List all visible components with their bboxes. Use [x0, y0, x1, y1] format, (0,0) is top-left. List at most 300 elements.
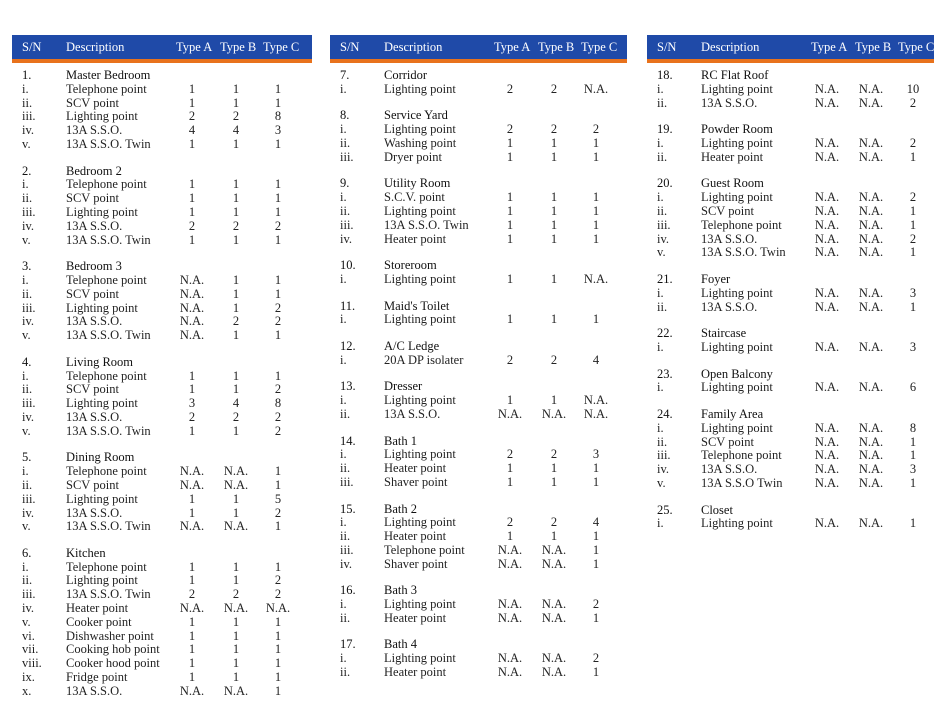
item-description: Lighting point: [384, 312, 456, 327]
item-description: Telephone point: [384, 542, 465, 557]
item-description: Shaver point: [384, 474, 448, 489]
item-description: Lighting point: [701, 285, 773, 300]
room-name: Family Area: [701, 406, 764, 421]
table-row: iv. 13A S.S.O. N.A. N.A. 3: [657, 462, 917, 477]
room-number: 7.: [340, 68, 350, 82]
table-row: iii. Telephone point N.A. N.A. 1: [657, 217, 917, 232]
table-row: iii. 13A S.S.O. Twin 1 1 1: [340, 217, 600, 232]
item-index: v.: [22, 328, 31, 343]
room-name: Dining Room: [66, 450, 135, 465]
room-name: Storeroom: [384, 258, 437, 273]
table-row: v. Cooker point 1 1 1: [22, 614, 282, 629]
room-title-row: [647, 327, 934, 341]
item-description: Washing point: [384, 135, 457, 150]
room-name: Kitchen: [66, 545, 106, 560]
room-section: [647, 123, 934, 164]
room-section: [12, 547, 312, 699]
table-row: iv. 13A S.S.O. N.A. 2 2: [22, 314, 282, 329]
item-description: 13A S.S.O. Twin: [66, 136, 151, 151]
item-description: Lighting point: [384, 271, 456, 286]
room-title-row: [330, 340, 627, 354]
table-row: i. Lighting point N.A. N.A. 2: [657, 135, 917, 150]
item-description: 13A S.S.O.: [66, 314, 123, 329]
table-row: iv. Heater point N.A. N.A. N.A.: [22, 601, 291, 616]
item-description: Telephone point: [66, 272, 147, 287]
room-name: Corridor: [384, 68, 428, 82]
item-index: iv.: [22, 505, 35, 520]
header-description: Description: [384, 40, 443, 54]
item-index: ii.: [340, 461, 351, 476]
item-description: 13A S.S.O. Twin: [66, 328, 151, 343]
item-index: i.: [22, 464, 29, 479]
room-name: Master Bedroom: [66, 68, 151, 82]
room-number: 10.: [340, 258, 356, 273]
table-row: i. Lighting point N.A. N.A. 3: [657, 285, 917, 300]
item-index: iii.: [340, 149, 354, 164]
item-description: 13A S.S.O. Twin: [66, 519, 151, 534]
table-row: i. Lighting point N.A. N.A. 10: [657, 81, 920, 96]
table-row: i. 20A DP isolater 2 2 4: [340, 352, 600, 367]
item-description: Heater point: [384, 461, 447, 476]
header-type-b: Type B: [538, 40, 575, 54]
item-index: iv.: [22, 601, 35, 616]
item-description: Lighting point: [701, 516, 773, 531]
room-number: 22.: [657, 326, 673, 341]
table-row: iii. Telephone point N.A. N.A. 1: [657, 448, 917, 463]
item-index: ii.: [22, 286, 33, 301]
table-row: i. Lighting point 1 1 1: [340, 312, 600, 327]
item-description: 13A S.S.O.: [66, 123, 123, 138]
item-description: Lighting point: [701, 81, 773, 96]
table-header: [647, 35, 934, 63]
item-description: 13A S.S.O. Twin: [66, 587, 151, 602]
table-row: i. Lighting point N.A. N.A. 8: [657, 420, 917, 435]
item-description: 13A S.S.O.: [66, 409, 123, 424]
header-type-b: Type B: [855, 40, 892, 54]
table-row: ix. Fridge point 1 1 1: [22, 670, 282, 685]
item-description: SCV point: [66, 95, 119, 110]
item-description: Lighting point: [66, 300, 138, 315]
item-description: 13A S.S.O. Twin: [66, 423, 151, 438]
table-row: v. 13A S.S.O. Twin 1 1 2: [22, 423, 282, 438]
item-index: ii.: [22, 382, 33, 397]
room-title-row: [12, 260, 312, 274]
item-index: i.: [657, 339, 664, 354]
room-number: 23.: [657, 366, 673, 381]
item-index: x.: [22, 683, 32, 698]
item-index: iii.: [22, 396, 36, 411]
room-title-row: [647, 504, 934, 518]
item-description: Lighting point: [701, 380, 773, 395]
item-index: ii.: [657, 203, 668, 218]
room-name: Dresser: [384, 379, 423, 394]
item-description: 13A S.S.O.: [701, 231, 758, 246]
header-sn: S/N: [657, 40, 677, 54]
item-index: iii.: [340, 542, 354, 557]
table-row: iii. 13A S.S.O. Twin 2 2 2: [22, 587, 282, 602]
room-section: [330, 69, 627, 97]
item-index: i.: [340, 271, 347, 286]
room-number: 25.: [657, 502, 673, 517]
room-title-row: [647, 177, 934, 191]
item-description: Cooker point: [66, 614, 132, 629]
table-row: iii. Shaver point 1 1 1: [340, 474, 600, 489]
room-section: [330, 177, 627, 246]
room-number: 5.: [22, 450, 32, 465]
item-description: Telephone point: [701, 448, 782, 463]
item-index: v.: [657, 245, 666, 260]
item-index: i.: [340, 447, 347, 462]
room-number: 14.: [340, 433, 356, 448]
room-section: [12, 165, 312, 248]
room-section: [330, 380, 627, 421]
table-row: i. Lighting point N.A. N.A. 2: [340, 597, 600, 612]
table-row: i. Lighting point N.A. N.A. 3: [657, 339, 917, 354]
item-description: Lighting point: [384, 651, 456, 666]
table-row: v. 13A S.S.O. Twin N.A. N.A. 1: [657, 245, 917, 260]
table-row: iii. Lighting point N.A. 1 2: [22, 300, 282, 315]
table-row: ii. Heater point N.A. N.A. 1: [340, 665, 600, 680]
item-index: iv.: [657, 231, 670, 246]
item-index: ix.: [22, 670, 35, 685]
item-description: Fridge point: [66, 670, 128, 685]
table-row: ii. SCV point 1 1 1: [22, 95, 282, 110]
table-row: iv. 13A S.S.O. 2 2 2: [22, 218, 282, 233]
room-number: 12.: [340, 338, 356, 353]
table-row: ii. Lighting point 1 1 2: [22, 573, 282, 588]
item-description: Telephone point: [66, 559, 147, 574]
room-list: [12, 63, 312, 699]
room-name: Powder Room: [701, 122, 773, 137]
item-index: iv.: [22, 123, 35, 138]
room-title-row: [647, 273, 934, 287]
table-row: ii. 13A S.S.O. N.A. N.A. N.A.: [340, 406, 609, 421]
room-number: 9.: [340, 176, 350, 191]
item-index: i.: [657, 285, 664, 300]
table-row: vi. Dishwasher point 1 1 1: [22, 628, 282, 643]
item-index: viii.: [22, 656, 42, 671]
table-row: i. Lighting point 2 2 4: [340, 515, 600, 530]
item-index: ii.: [22, 477, 33, 492]
room-section: [330, 109, 627, 164]
item-description: S.C.V. point: [384, 190, 445, 205]
item-index: iii.: [22, 587, 36, 602]
room-title-row: [330, 503, 627, 517]
table-row: i. Lighting point 1 1 N.A.: [340, 271, 609, 286]
room-section: [330, 435, 627, 490]
table-row: ii. SCV point N.A. N.A. 1: [22, 477, 282, 492]
item-description: Heater point: [384, 529, 447, 544]
room-name: Maid's Toilet: [384, 298, 450, 313]
table-header: [12, 35, 312, 63]
item-index: v.: [22, 232, 31, 247]
item-description: Telephone point: [66, 81, 147, 96]
item-description: Heater point: [701, 149, 764, 164]
item-index: v.: [22, 614, 31, 629]
header-type-a: Type A: [176, 40, 213, 54]
room-number: 4.: [22, 354, 32, 369]
table-row: iv. Shaver point N.A. N.A. 1: [340, 556, 600, 571]
item-index: ii.: [22, 191, 33, 206]
room-section: [647, 327, 934, 355]
room-number: 24.: [657, 406, 673, 421]
item-index: i.: [22, 559, 29, 574]
room-section: [330, 638, 627, 679]
header-type-c: Type C: [263, 40, 300, 54]
item-description: Lighting point: [701, 135, 773, 150]
item-description: Lighting point: [384, 393, 456, 408]
room-section: [12, 69, 312, 152]
item-index: v.: [22, 423, 31, 438]
item-index: vii.: [22, 642, 39, 657]
room-section: [330, 259, 627, 287]
table-row: iv. 13A S.S.O. 4 4 3: [22, 123, 282, 138]
room-title-row: [647, 368, 934, 382]
header-type-a: Type A: [494, 40, 531, 54]
room-section: [647, 368, 934, 396]
item-description: Lighting point: [384, 81, 456, 96]
item-index: ii.: [22, 573, 33, 588]
item-description: Lighting point: [66, 204, 138, 219]
item-index: ii.: [340, 135, 351, 150]
room-section: [330, 300, 627, 328]
table-row: iv. 13A S.S.O. 1 1 2: [22, 505, 282, 520]
item-index: iii.: [22, 204, 36, 219]
room-section: [12, 260, 312, 343]
item-index: i.: [657, 516, 664, 531]
item-index: i.: [340, 190, 347, 205]
item-index: i.: [340, 312, 347, 327]
table-row: i. Lighting point 2 2 N.A.: [340, 81, 609, 96]
room-title-row: [647, 69, 934, 83]
item-description: Heater point: [384, 231, 447, 246]
room-section: [330, 340, 627, 368]
table-row: v. 13A S.S.O. Twin 1 1 1: [22, 136, 282, 151]
table-row: i. Lighting point 2 2 3: [340, 447, 600, 462]
room-number: 11.: [340, 298, 356, 313]
item-index: iv.: [22, 314, 35, 329]
item-index: i.: [22, 368, 29, 383]
item-index: v.: [22, 136, 31, 151]
room-section: [647, 408, 934, 491]
item-index: ii.: [657, 95, 668, 110]
room-name: A/C Ledge: [384, 338, 440, 353]
room-number: 6.: [22, 545, 32, 560]
item-description: Heater point: [384, 665, 447, 680]
header-type-a: Type A: [811, 40, 848, 54]
table-row: i. Telephone point 1 1 1: [22, 368, 282, 383]
table-row: ii. SCV point 1 1 2: [22, 382, 282, 397]
item-description: Lighting point: [384, 447, 456, 462]
header-sn: S/N: [340, 40, 360, 54]
room-section: [647, 177, 934, 260]
table-row: viii. Cooker hood point 1 1 1: [22, 656, 282, 671]
room-title-row: [330, 435, 627, 449]
item-index: i.: [657, 190, 664, 205]
room-title-row: [330, 380, 627, 394]
header-sn: S/N: [22, 40, 42, 54]
item-description: Lighting point: [384, 203, 456, 218]
item-description: SCV point: [701, 434, 754, 449]
item-index: ii.: [340, 665, 351, 680]
table-column-3: [647, 35, 934, 544]
item-index: iii.: [657, 448, 671, 463]
room-list: [647, 63, 934, 531]
table-row: i. Telephone point 1 1 1: [22, 177, 282, 192]
room-section: [647, 69, 934, 110]
table-row: ii. Heater point N.A. N.A. 1: [657, 149, 917, 164]
room-title-row: [330, 177, 627, 191]
room-section: [647, 504, 934, 532]
item-index: ii.: [340, 406, 351, 421]
item-description: SCV point: [66, 191, 119, 206]
item-description: SCV point: [66, 477, 119, 492]
room-number: 17.: [340, 637, 356, 652]
room-title-row: [647, 408, 934, 422]
table-row: ii. Heater point 1 1 1: [340, 529, 600, 544]
table-row: i. Telephone point 1 1 1: [22, 559, 282, 574]
item-index: i.: [22, 272, 29, 287]
room-name: Closet: [701, 502, 733, 517]
table-row: i. Telephone point 1 1 1: [22, 81, 282, 96]
item-description: 13A S.S.O.: [701, 462, 758, 477]
item-index: i.: [657, 380, 664, 395]
table-row: iii. Lighting point 3 4 8: [22, 396, 282, 411]
room-title-row: [12, 547, 312, 561]
table-row: iv. 13A S.S.O. 2 2 2: [22, 409, 282, 424]
item-index: iii.: [657, 217, 671, 232]
table-row: v. 13A S.S.O. Twin N.A. N.A. 1: [22, 519, 282, 534]
room-section: [330, 584, 627, 625]
item-description: Lighting point: [66, 573, 138, 588]
table-row: ii. 13A S.S.O. N.A. N.A. 1: [657, 299, 917, 314]
item-index: vi.: [22, 628, 35, 643]
item-index: ii.: [340, 610, 351, 625]
room-number: 13.: [340, 379, 356, 394]
item-description: 13A S.S.O.: [66, 218, 123, 233]
room-title-row: [12, 356, 312, 370]
item-description: 13A S.S.O.: [66, 505, 123, 520]
item-index: ii.: [657, 149, 668, 164]
table-row: ii. SCV point N.A. N.A. 1: [657, 203, 917, 218]
item-index: iii.: [22, 109, 36, 124]
item-description: Telephone point: [66, 464, 147, 479]
room-name: Bedroom 3: [66, 259, 122, 274]
item-index: i.: [340, 393, 347, 408]
item-index: iv.: [340, 556, 353, 571]
item-index: i.: [657, 135, 664, 150]
table-row: i. Telephone point N.A. N.A. 1: [22, 464, 282, 479]
room-section: [12, 451, 312, 534]
item-index: iv.: [657, 462, 670, 477]
item-index: v.: [657, 475, 666, 490]
table-row: v. 13A S.S.O. Twin N.A. 1 1: [22, 328, 282, 343]
item-index: i.: [657, 420, 664, 435]
header-description: Description: [701, 40, 760, 54]
table-row: ii. Heater point N.A. N.A. 1: [340, 610, 600, 625]
table-row: ii. SCV point 1 1 1: [22, 191, 282, 206]
item-index: iv.: [22, 218, 35, 233]
item-index: ii.: [340, 203, 351, 218]
room-name: Utility Room: [384, 176, 451, 191]
item-description: Cooking hob point: [66, 642, 160, 657]
item-description: Lighting point: [701, 190, 773, 205]
item-index: i.: [340, 651, 347, 666]
item-description: 13A S.S.O.: [66, 683, 123, 698]
item-description: Lighting point: [701, 420, 773, 435]
room-title-row: [12, 451, 312, 465]
room-name: Open Balcony: [701, 366, 773, 381]
room-name: RC Flat Roof: [701, 68, 769, 82]
item-description: Lighting point: [66, 396, 138, 411]
table-row: iv. Heater point 1 1 1: [340, 231, 600, 246]
room-name: Bath 3: [384, 583, 417, 598]
table-row: i. Lighting point N.A. N.A. 6: [657, 380, 917, 395]
table-row: ii. Washing point 1 1 1: [340, 135, 600, 150]
table-row: i. Lighting point N.A. N.A. 2: [340, 651, 600, 666]
room-title-row: [330, 584, 627, 598]
table-row: iii. Lighting point 2 2 8: [22, 109, 282, 124]
table-row: ii. Lighting point 1 1 1: [340, 203, 600, 218]
item-description: Heater point: [66, 601, 129, 616]
table-row: i. S.C.V. point 1 1 1: [340, 190, 600, 205]
room-number: 20.: [657, 176, 673, 191]
table-header: [330, 35, 627, 63]
item-description: 13A S.S.O. Twin: [384, 217, 469, 232]
item-description: SCV point: [66, 382, 119, 397]
room-title-row: [330, 300, 627, 314]
table-row: x. 13A S.S.O. N.A. N.A. 1: [22, 683, 282, 698]
item-description: Telephone point: [66, 177, 147, 192]
room-name: Guest Room: [701, 176, 764, 191]
table-column-1: [12, 35, 312, 711]
item-description: 20A DP isolater: [384, 352, 464, 367]
table-row: i. Lighting point 2 2 2: [340, 122, 600, 137]
item-index: iv.: [340, 231, 353, 246]
room-name: Bath 4: [384, 637, 417, 652]
item-description: Lighting point: [384, 122, 456, 137]
item-index: i.: [22, 81, 29, 96]
item-description: 13A S.S.O. Twin: [66, 232, 151, 247]
item-index: iii.: [340, 474, 354, 489]
room-name: Bedroom 2: [66, 163, 122, 178]
room-title-row: [330, 259, 627, 273]
item-description: Lighting point: [384, 597, 456, 612]
table-row: i. Lighting point N.A. N.A. 2: [657, 190, 917, 205]
item-description: Cooker hood point: [66, 656, 160, 671]
table-column-2: [330, 35, 627, 693]
item-index: iii.: [22, 300, 36, 315]
table-row: ii. SCV point N.A. 1 1: [22, 286, 282, 301]
table-row: i. Lighting point 1 1 N.A.: [340, 393, 609, 408]
item-description: Dishwasher point: [66, 628, 154, 643]
room-number: 19.: [657, 122, 673, 137]
item-description: Telephone point: [701, 217, 782, 232]
room-number: 1.: [22, 68, 32, 82]
room-name: Foyer: [701, 271, 731, 286]
header-description: Description: [66, 40, 125, 54]
room-number: 16.: [340, 583, 356, 598]
room-title-row: [330, 109, 627, 123]
item-description: 13A S.S.O.: [701, 95, 758, 110]
table-row: vii. Cooking hob point 1 1 1: [22, 642, 282, 657]
table-row: v. 13A S.S.O Twin N.A. N.A. 1: [657, 475, 917, 490]
item-index: i.: [22, 177, 29, 192]
item-description: Lighting point: [66, 109, 138, 124]
item-index: i.: [340, 597, 347, 612]
item-index: i.: [340, 352, 347, 367]
item-index: ii.: [657, 299, 668, 314]
